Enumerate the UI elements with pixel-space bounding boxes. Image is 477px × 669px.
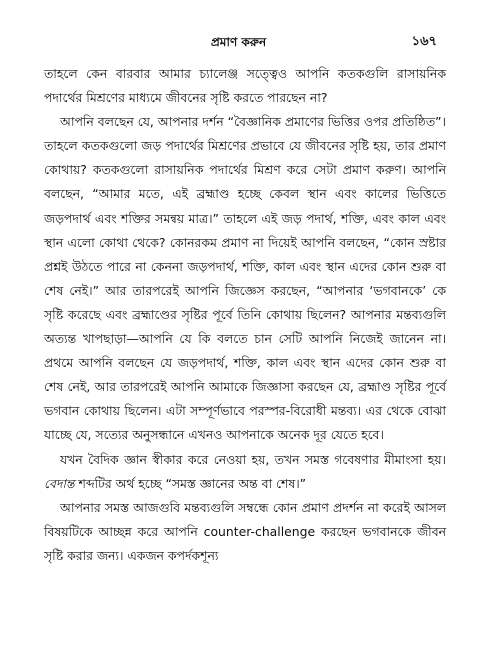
vedanta-term: বেদান্ত: [44, 475, 75, 491]
page-number: ১৬৭: [411, 34, 437, 49]
paragraph-3-text-after: শব্দটির অর্থ হচ্ছে “সমস্ত জ্ঞানের অন্ত বা শেষ।”: [74, 475, 307, 491]
running-title: প্রমাণ করুন: [210, 35, 267, 49]
paragraph-3: [44, 448, 446, 496]
page-header: [0, 32, 477, 52]
paragraph-2: আপনি বলছেন যে, আপনার দর্শন “বৈজ্ঞানিক প্রমাণের ভিত্তির ওপর প্রতিষ্ঠিত”। তাহলে কতকগুলো জড় পদার্থের মিশ্রণের প্রভাবে যে জীবনের সৃষ্টি হয়, তার প্রমাণ কোথায়? কতকগুলো রাসায়নিক পদার্থের মিশ্রণ করে সেটা প্রমাণ করুণ। আপনি বলছেন, “আমার মতে, এই ব্রহ্মাণ্ড হচ্ছে কেবল স্থান এবং কালের ভিত্তিতে জড়পদার্থ এবং শক্তির সমন্বয় মাত্র।” তাহলে এই জড় পদার্থ, শক্তি, এবং কাল এবং স্থান এলো কোথা থেকে? কোনরকম প্রমাণ না দিয়েই আপনি বলছেন, “কোন স্রষ্টার প্রশ্নই উঠতে পারে না কেননা জড়পদার্থ, শক্তি, কাল এবং স্থান এদের কোন শুরু বা শেষ নেই।” আর তারপরেই আপনি জিজ্ঞেস করছেন, “আপনার ‘ভগবানকে’ কে সৃষ্টি করেছে এবং ব্রহ্মাণ্ডের সৃষ্টির পূর্বে তিনি কোথায় ছিলেন? আপনার মন্তব্যগুলি অত্যন্ত খাপছাড়া—আপনি যে কি বলতে চান সেটি আপনি নিজেই জানেন না। প্রথমে আপনি বলছেন যে জড়পদার্থ, শক্তি, কাল এবং স্থান এদের কোন শুরু বা শেষ নেই, আর তারপরেই আপনি আমাকে জিজ্ঞাসা করছেন যে, ব্রহ্মাণ্ড সৃষ্টির পূর্বে ভগবান কোথায় ছিলেন। এটা সম্পূর্ণভাবে পরস্পর-বিরোধী মন্তব্য। এর থেকে বোঝা যাচ্ছে যে, সত্যের অনুসন্ধানে এখনও আপনাকে অনেক দূর যেতে হবে।: [44, 114, 446, 443]
paragraph-3-text-before: যখন বৈদিক জ্ঞান স্বীকার করে নেওয়া হয়, তখন সমস্ত গবেষণার মীমাংসা হয়।: [60, 451, 446, 467]
body-text: [44, 62, 446, 568]
paragraph-4: আপনার সমস্ত আজগুবি মন্তব্যগুলি সম্বন্ধে কোন প্রমাণ প্রদর্শন না করেই আসল বিষয়টিকে আচ্ছন্ন করে আপনি counter-challenge করছেন ভগবানকে জীবন সৃষ্টি করার জন্য। একজন কপর্দকশূন্য: [44, 499, 446, 563]
paragraph-1: তাহলে কেন বারবার আমার চ্যালেঞ্জ সত্ত্বেও আপনি কতকগুলি রাসায়নিক পদার্থের মিশ্রণের মাধ্যমে জীবনের সৃষ্টি করতে পারছেন না?: [44, 66, 446, 106]
